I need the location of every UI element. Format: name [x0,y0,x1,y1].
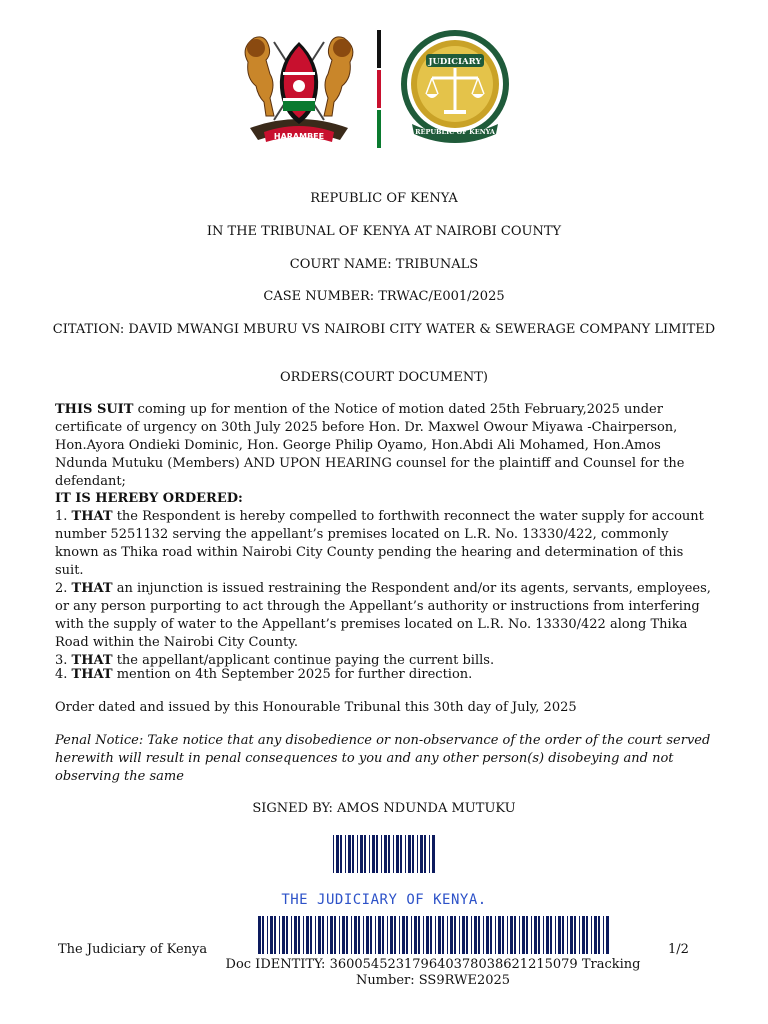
doc-identity: Doc IDENTITY: 36005452317964037803862121507​9 Tracking Number: SS9RWE2025 [225,957,641,988]
judiciary-stamp-text: THE JUDICIARY OF KENYA. [281,892,487,908]
penal-notice: Penal Notice: Take notice that any disobedience or non-observance of the order of the court served herewith will result in penal consequences to you and any other person(s) disobeying and not observing the same [55,733,711,784]
barcode-large-icon [258,916,610,954]
seal-bottom-text: REPUBLIC OF KENYA [415,128,495,136]
order-item-1: 1. THAT the Respondent is hereby compelled to forthwith reconnect the water supply for account number 5251132 serving the appellant’s premises located on L.R. No. 13330/422, commonly known as Thika road within Nairobi City County pending the hearing and determination of this suit. [55,509,704,578]
order-item-2: 2. THAT an injunction is issued restraining the Respondent and/or its agents, servants, employees, or any person purporting to act through the Appellant’s authority or instructions from interfering with the supply of water to the Appellant’s premises located on L.R. No. 13330/422 along Thika Road within the Nairobi City County. [55,581,711,650]
barcode-small-icon [333,835,435,873]
court-name: COURT NAME: TRIBUNALS [289,257,479,272]
citation: CITATION: DAVID MWANGI MBURU VS NAIROBI CITY WATER & SEWERAGE COMPANY LIMITED [52,322,716,337]
seal-top-text: JUDICIARY [428,57,482,67]
republic-heading: REPUBLIC OF KENYA [310,191,458,206]
tribunal-heading: IN THE TRIBUNAL OF KENYA AT NAIROBI COUNTY [206,224,562,239]
flag-divider-icon [376,30,382,148]
suit-lead: THIS SUIT [55,402,134,417]
order-dated: Order dated and issued by this Honourable Tribunal this 30th day of July, 2025 [55,700,577,715]
order-item-3: 3. THAT the appellant/applicant continue paying the current bills. [55,653,495,668]
ordered-heading: IT IS HEREBY ORDERED: [55,491,243,506]
case-number: CASE NUMBER: TRWAC/E001/2025 [263,289,505,304]
document-type: ORDERS(COURT DOCUMENT) [280,370,488,385]
suit-paragraph [55,401,715,491]
motto-text: HARAMBEE [273,132,325,141]
footer-judiciary: The Judiciary of Kenya [58,942,208,957]
suit-text: coming up for mention of the Notice of motion dated 25th February,2025 under certificate of urgency on 30th July 2025 before Hon. Dr. Maxwel Owour Miyawa -Chairperson, Hon.Ayora Ondieki Dominic, Hon. George Philip Oyamo, Hon.Abdi Ali Mohamed, Hon.Amos Ndunda Mutuku (Members) AND UPON HEARING counsel for the plaintiff and Counsel for the defendant; [55,402,685,489]
coat-of-arms-icon [236,28,362,150]
judiciary-seal-icon [398,28,512,144]
order-item-4: 4. THAT mention on 4th September 2025 for further direction. [55,667,473,682]
header-logos [0,24,768,154]
orders-section [55,490,715,670]
page-number: 1/2 [668,942,689,957]
signed-by: SIGNED BY: AMOS NDUNDA MUTUKU [252,801,516,816]
